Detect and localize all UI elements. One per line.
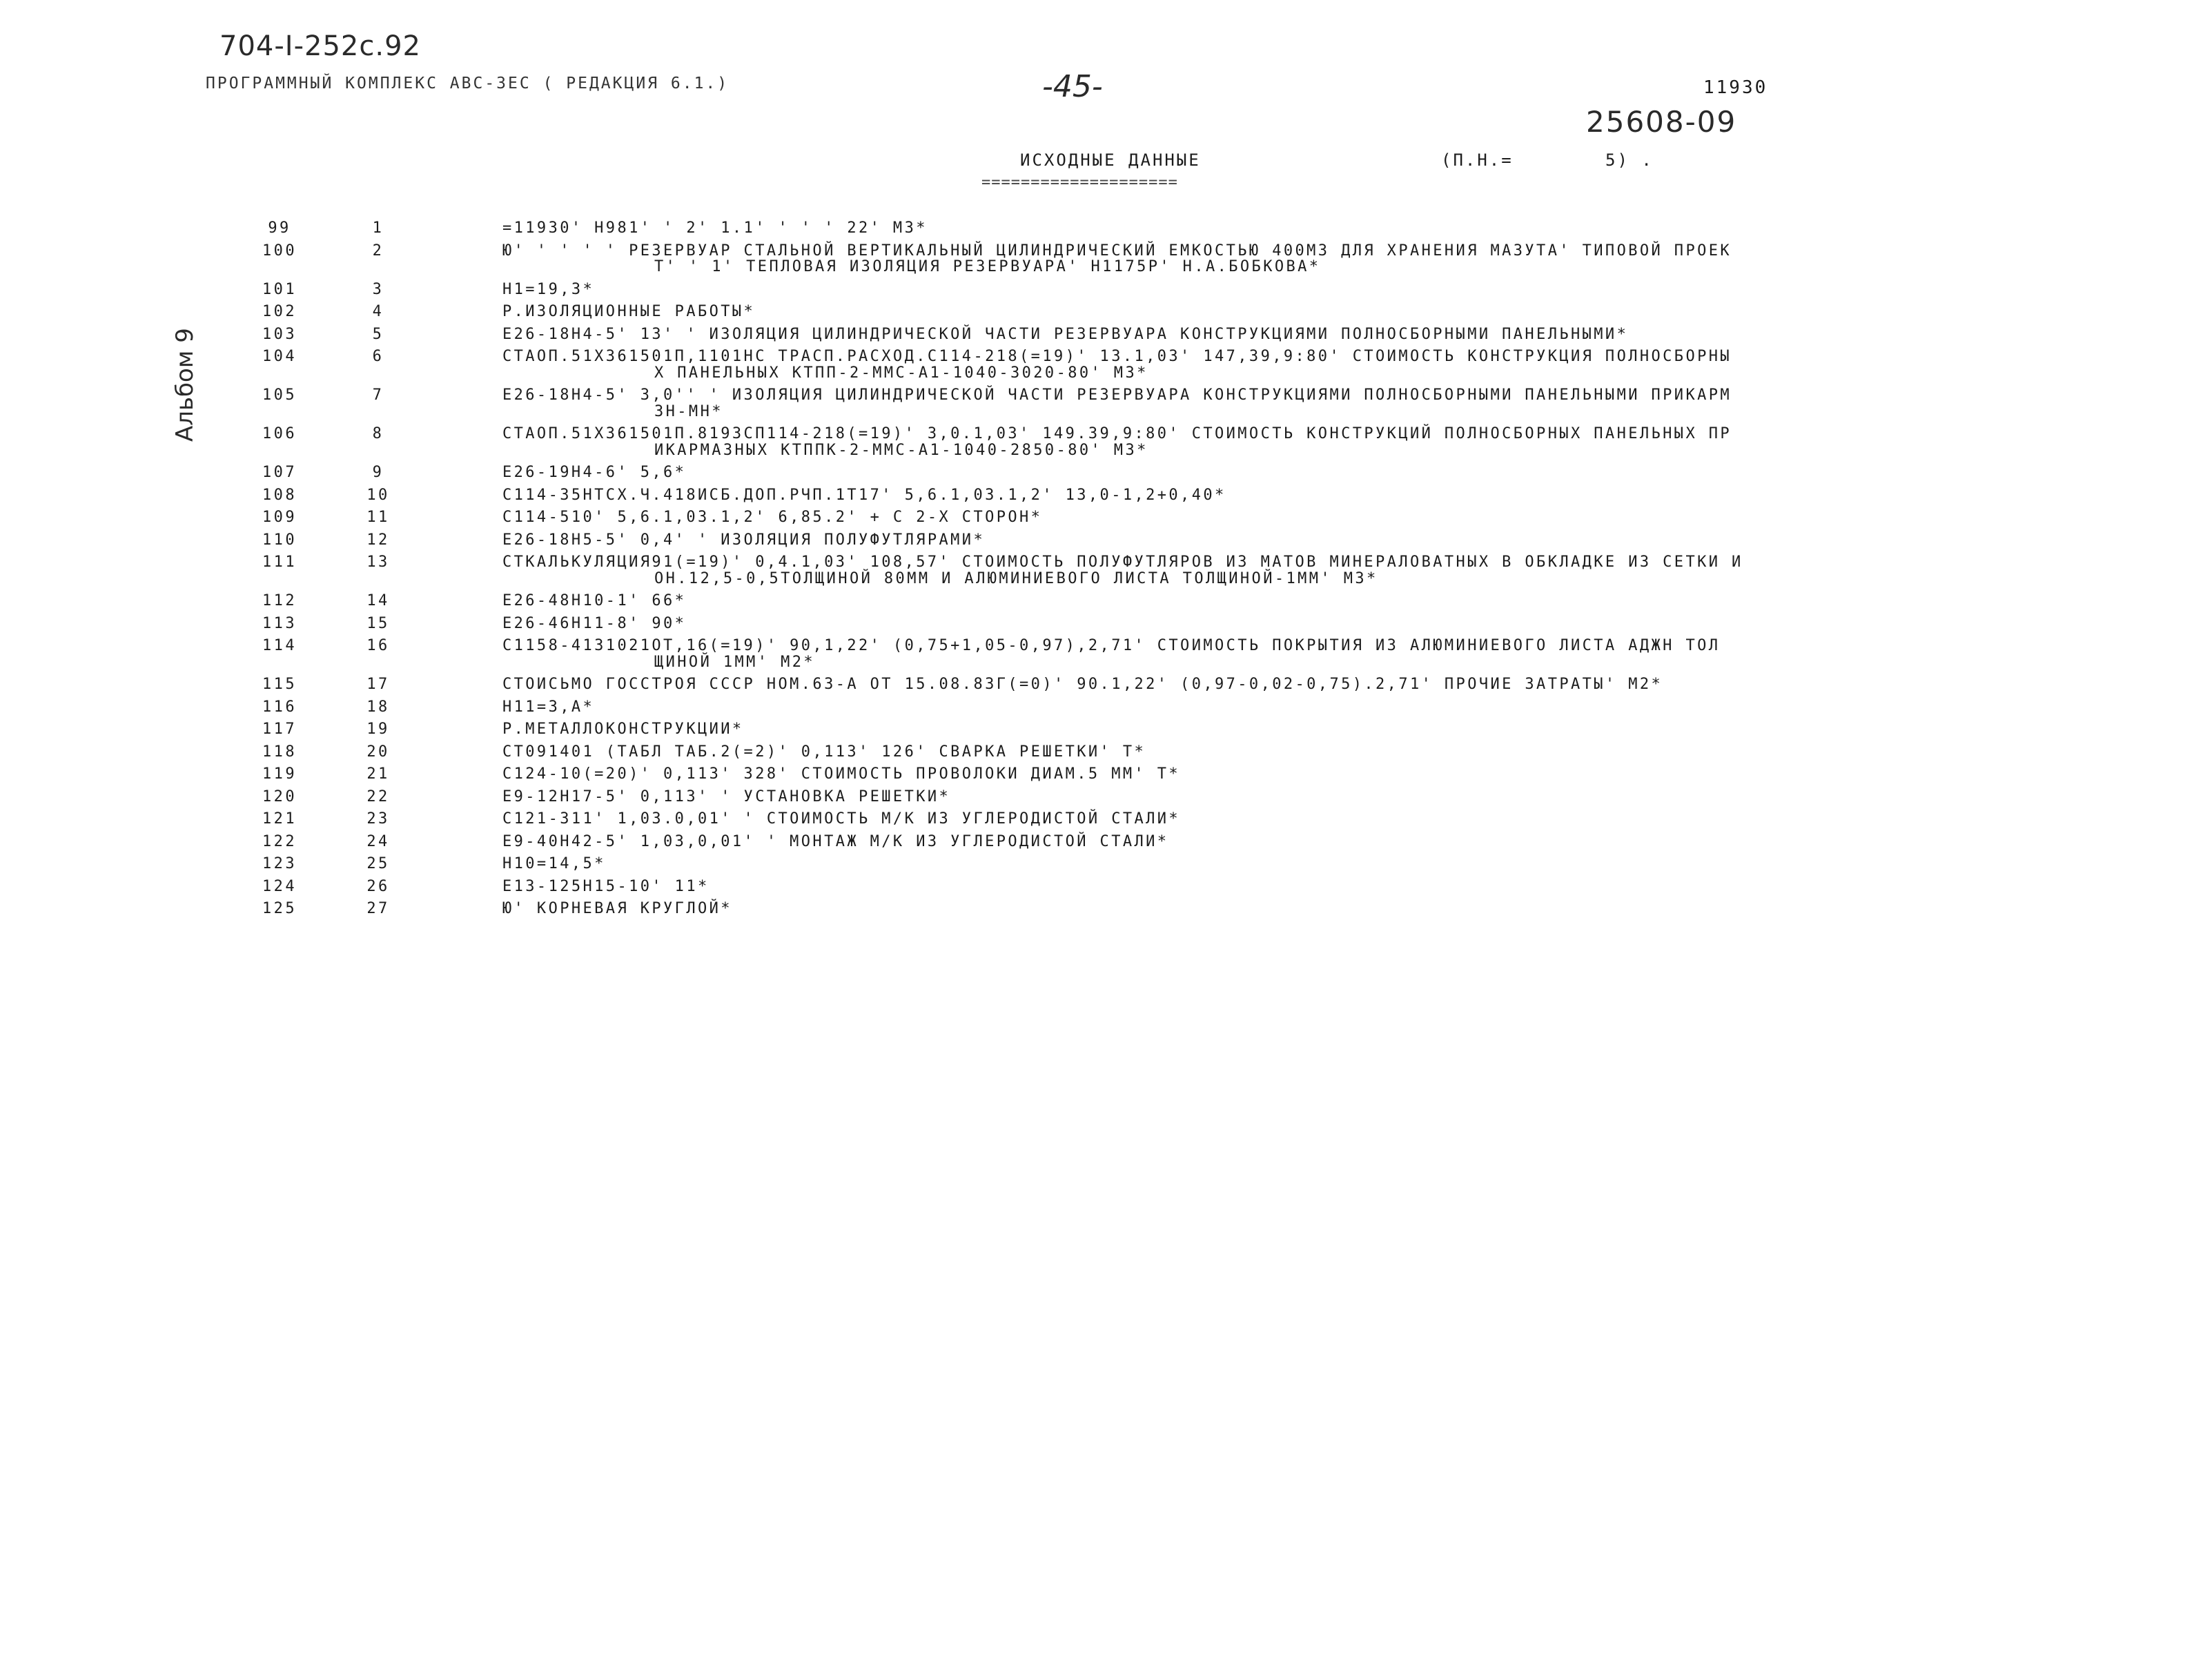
row-number: 112	[262, 592, 297, 609]
row-number: 103	[262, 325, 297, 343]
row-text: СТАОП.51Х361501П.8193СП114-218(=19)' 3,0.1,03' 149.39,9:80' СТОИМОСТЬ КОНСТРУКЦИЙ ПОЛНОСБОРНЫХ ПАНЕЛЬНЫХ ПР	[502, 425, 1732, 442]
row-number: 125	[262, 900, 297, 917]
line-number: 1	[372, 219, 384, 237]
parameter-label: (П.Н.=	[1441, 150, 1514, 170]
row-number: 116	[262, 698, 297, 716]
line-number: 8	[372, 425, 384, 442]
row-number: 113	[262, 614, 297, 632]
sheet-code: 11930	[1703, 77, 1768, 98]
section-title-underline: ====================	[981, 174, 1178, 191]
line-number: 7	[372, 387, 384, 404]
row-text-continuation: Т' ' 1' ТЕПЛОВАЯ ИЗОЛЯЦИЯ РЕЗЕРВУАРА' Н1175Р' Н.А.БОБКОВА*	[654, 258, 1321, 275]
row-number: 120	[262, 788, 297, 805]
album-side-label: Альбом 9	[171, 328, 199, 442]
document-number: 704-I-252с.92	[219, 30, 421, 62]
row-text: Е26-18Н5-5' 0,4' ' ИЗОЛЯЦИЯ ПОЛУФУТЛЯРАМИ*	[502, 531, 986, 549]
row-text-continuation: Х ПАНЕЛЬНЫХ КТПП-2-ММС-А1-1040-3020-80' М3*	[654, 364, 1148, 382]
row-text-continuation: ОН.12,5-0,5ТОЛЩИНОЙ 80ММ И АЛЮМИНИЕВОГО ЛИСТА ТОЛЩИНОЙ-1ММ' М3*	[654, 569, 1378, 587]
row-number: 104	[262, 348, 297, 365]
line-number: 18	[366, 698, 390, 716]
line-number: 9	[372, 464, 384, 481]
row-text: С124-10(=20)' 0,113' 328' СТОИМОСТЬ ПРОВОЛОКИ ДИАМ.5 ММ' Т*	[502, 765, 1181, 783]
line-number: 2	[372, 242, 384, 260]
row-text: Е26-48Н10-1' 66*	[502, 592, 687, 609]
row-number: 107	[262, 464, 297, 481]
program-header: ПРОГРАММНЫЙ КОМПЛЕКС АВС-3ЕС ( РЕДАКЦИЯ 6.1.)	[206, 75, 730, 92]
line-number: 20	[366, 743, 390, 761]
line-number: 16	[366, 637, 390, 654]
line-number: 3	[372, 280, 384, 298]
row-number: 119	[262, 765, 297, 783]
line-number: 14	[366, 592, 390, 609]
line-number: 25	[366, 855, 390, 872]
line-number: 22	[366, 788, 390, 805]
line-number: 15	[366, 614, 390, 632]
row-text-continuation: ЗН-МН*	[654, 402, 723, 420]
row-number: 108	[262, 486, 297, 504]
row-text: С121-311' 1,03.0,01' ' СТОИМОСТЬ М/К ИЗ УГЛЕРОДИСТОЙ СТАЛИ*	[502, 810, 1181, 828]
row-text: Н11=3,А*	[502, 698, 595, 716]
row-text: С114-510' 5,6.1,03.1,2' 6,85.2' + С 2-Х СТОРОН*	[502, 509, 1043, 526]
row-number: 99	[268, 219, 291, 237]
row-number: 105	[262, 387, 297, 404]
line-number: 23	[366, 810, 390, 828]
row-text: Е26-18Н4-5' 13' ' ИЗОЛЯЦИЯ ЦИЛИНДРИЧЕСКОЙ ЧАСТИ РЕЗЕРВУАРА КОНСТРУКЦИЯМИ ПОЛНОСБОРНЫМИ ПАНЕЛЬНЫМИ*	[502, 325, 1629, 343]
line-number: 27	[366, 900, 390, 917]
row-number: 121	[262, 810, 297, 828]
row-text: Ю' ' ' ' ' РЕЗЕРВУАР СТАЛЬНОЙ ВЕРТИКАЛЬНЫЙ ЦИЛИНДРИЧЕСКИЙ ЕМКОСТЬЮ 400М3 ДЛЯ ХРАНЕНИЯ МАЗУТА' ТИПОВОЙ ПРОЕК	[502, 242, 1732, 260]
row-number: 114	[262, 637, 297, 654]
row-number: 117	[262, 721, 297, 738]
row-text: СТКАЛЬКУЛЯЦИЯ91(=19)' 0,4.1,03' 108,57' СТОИМОСТЬ ПОЛУФУТЛЯРОВ ИЗ МАТОВ МИНЕРАЛОВАТНЫХ В ОБКЛАДКЕ ИЗ СЕТКИ И	[502, 554, 1743, 571]
row-text-continuation: ЩИНОЙ 1ММ' М2*	[654, 653, 816, 671]
row-number: 115	[262, 676, 297, 693]
section-title: ИСХОДНЫЕ ДАННЫЕ	[1020, 150, 1201, 170]
archive-number: 25608-09	[1586, 105, 1737, 139]
row-text: СТ091401 (ТАБЛ ТАБ.2(=2)' 0,113' 126' СВАРКА РЕШЕТКИ' Т*	[502, 743, 1146, 761]
row-number: 110	[262, 531, 297, 549]
row-text: С1158-4131021ОТ,16(=19)' 90,1,22' (0,75+1,05-0,97),2,71' СТОИМОСТЬ ПОКРЫТИЯ ИЗ АЛЮМИНИЕВОГО ЛИСТА АДЖН ТОЛ	[502, 637, 1721, 654]
row-number: 118	[262, 743, 297, 761]
line-number: 5	[372, 325, 384, 343]
row-text: Р.МЕТАЛЛОКОНСТРУКЦИИ*	[502, 721, 744, 738]
row-number: 111	[262, 554, 297, 571]
row-text: Е9-40Н42-5' 1,03,0,01' ' МОНТАЖ М/К ИЗ УГЛЕРОДИСТОЙ СТАЛИ*	[502, 832, 1169, 850]
row-number: 100	[262, 242, 297, 260]
row-number: 123	[262, 855, 297, 872]
line-number: 19	[366, 721, 390, 738]
row-text: Е26-19Н4-6' 5,6*	[502, 464, 687, 481]
row-text: Е9-12Н17-5' 0,113' ' УСТАНОВКА РЕШЕТКИ*	[502, 788, 951, 805]
parameter-value: 5) .	[1605, 150, 1654, 170]
row-number: 106	[262, 425, 297, 442]
line-number: 26	[366, 877, 390, 895]
row-text: СТАОП.51Х361501П,1101НС ТРАСП.РАСХОД.С114-218(=19)' 13.1,03' 147,39,9:80' СТОИМОСТЬ КОНСТРУКЦИЯ ПОЛНОСБОРНЫ	[502, 348, 1732, 365]
row-number: 122	[262, 832, 297, 850]
line-number: 13	[366, 554, 390, 571]
row-text: Ю' КОРНЕВАЯ КРУГЛОЙ*	[502, 900, 732, 917]
row-number: 102	[262, 303, 297, 320]
line-number: 12	[366, 531, 390, 549]
line-number: 11	[366, 509, 390, 526]
row-text: Н10=14,5*	[502, 855, 606, 872]
page-number: -45-	[1042, 69, 1103, 104]
row-text: Е26-46Н11-8' 90*	[502, 614, 687, 632]
line-number: 10	[366, 486, 390, 504]
row-text: Е13-125Н15-10' 11*	[502, 877, 709, 895]
line-number: 24	[366, 832, 390, 850]
row-number: 101	[262, 280, 297, 298]
row-text: Е26-18Н4-5' 3,0'' ' ИЗОЛЯЦИЯ ЦИЛИНДРИЧЕСКОЙ ЧАСТИ РЕЗЕРВУАРА КОНСТРУКЦИЯМИ ПОЛНОСБОРНЫМИ ПАНЕЛЬНЫМИ ПРИКАРМ	[502, 387, 1732, 404]
row-text: Р.ИЗОЛЯЦИОННЫЕ РАБОТЫ*	[502, 303, 756, 320]
row-text: =11930' Н981' ' 2' 1.1' ' ' ' 22' М3*	[502, 219, 928, 237]
row-text: СТОИСЬМО ГОССТРОЯ СССР НОМ.63-А ОТ 15.08.83Г(=0)' 90.1,22' (0,97-0,02-0,75).2,71' ПРОЧИЕ ЗАТРАТЫ' М2*	[502, 676, 1663, 693]
row-text-continuation: ИКАРМАЗНЫХ КТППК-2-ММС-А1-1040-2850-80' М3*	[654, 441, 1148, 459]
row-text: С114-35НТСХ.Ч.418ИСБ.ДОП.РЧП.1Т17' 5,6.1,03.1,2' 13,0-1,2+0,40*	[502, 486, 1226, 504]
row-text: Н1=19,3*	[502, 280, 595, 298]
row-number: 109	[262, 509, 297, 526]
line-number: 6	[372, 348, 384, 365]
line-number: 17	[366, 676, 390, 693]
line-number: 4	[372, 303, 384, 320]
line-number: 21	[366, 765, 390, 783]
row-number: 124	[262, 877, 297, 895]
